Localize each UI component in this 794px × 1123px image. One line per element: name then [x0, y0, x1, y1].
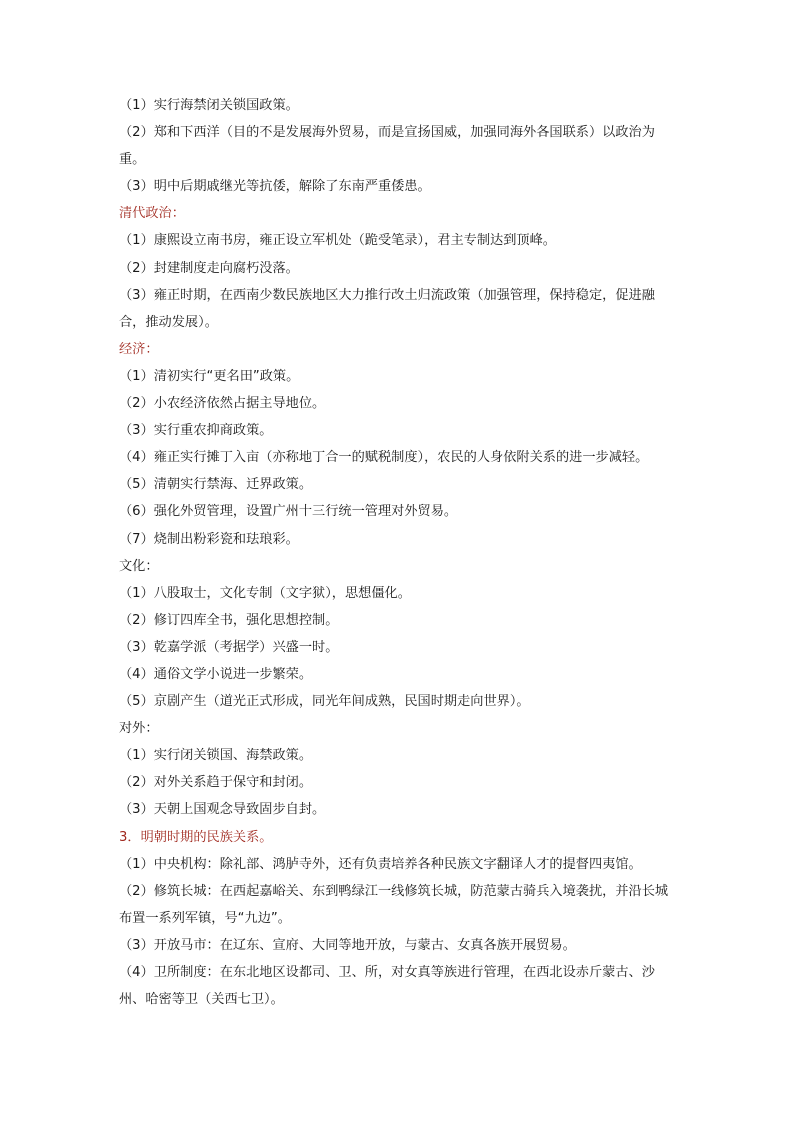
ethnic-item-4: （4）卫所制度：在东北地区设都司、卫、所，对女真等族进行管理，在西北设赤斤蒙古、沙州、哈密等卫（关西七卫）。 — [119, 965, 655, 1008]
ming-item-1: （1）实行海禁闭关锁国政策。 — [119, 98, 299, 113]
ethnic-item-3: （3）开放马市：在辽东、宣府、大同等地开放，与蒙古、女真各族开展贸易。 — [119, 937, 576, 953]
culture-item-4: （4）通俗文学小说进一步繁荣。 — [119, 666, 313, 682]
economy-item-6: （6）强化外贸管理，设置广州十三行统一管理对外贸易。 — [119, 504, 458, 520]
qing-politics-item-1: （1）康熙设立南书房，雍正设立军机处（跪受笔录），君主专制达到顶峰。 — [119, 233, 556, 249]
economy-heading: 经济： — [119, 341, 159, 357]
culture-item-1: （1）八股取士，文化专制（文字狱），思想僵化。 — [119, 585, 411, 601]
economy-item-5: （5）清朝实行禁海、迁界政策。 — [119, 477, 313, 493]
ming-item-3: （3）明中后期戚继光等抗倭，解除了东南严重倭患。 — [119, 179, 431, 195]
economy-item-3: （3）实行重农抑商政策。 — [119, 423, 273, 439]
culture-heading: 文化： — [119, 558, 159, 574]
culture-item-3: （3）乾嘉学派（考据学）兴盛一时。 — [119, 639, 339, 655]
document-page — [119, 92, 679, 1013]
ming-item-2: （2）郑和下西洋（目的不是发展海外贸易，而是宣扬国威，加强同海外各国联系）以政治为重。 — [119, 125, 655, 168]
economy-item-4: （4）雍正实行摊丁入亩（亦称地丁合一的赋税制度），农民的人身依附关系的进一步减轻。 — [119, 450, 649, 466]
ethnic-relations-heading: 3．明朝时期的民族关系。 — [119, 829, 273, 845]
foreign-item-1: （1）实行闭关锁国、海禁政策。 — [119, 748, 313, 764]
ethnic-item-1: （1）中央机构：除礼部、鸿胪寺外，还有负责培养各种民族文字翻译人才的提督四夷馆。 — [119, 856, 642, 872]
foreign-item-2: （2）对外关系趋于保守和封闭。 — [119, 775, 313, 791]
foreign-heading: 对外： — [119, 721, 159, 737]
economy-item-7: （7）烧制出粉彩瓷和珐琅彩。 — [119, 531, 299, 547]
qing-politics-item-2: （2）封建制度走向腐朽没落。 — [119, 260, 299, 276]
foreign-item-3: （3）天朝上国观念导致固步自封。 — [119, 802, 326, 818]
economy-item-1: （1）清初实行“更名田”政策。 — [119, 368, 300, 384]
culture-item-2: （2）修订四库全书，强化思想控制。 — [119, 612, 339, 628]
culture-item-5: （5）京剧产生（道光正式形成，同光年间成熟，民国时期走向世界）。 — [119, 694, 530, 710]
economy-item-2: （2）小农经济依然占据主导地位。 — [119, 396, 326, 412]
qing-politics-item-3: （3）雍正时期，在西南少数民族地区大力推行改土归流政策（加强管理，保持稳定，促进融合，推动发展）。 — [119, 287, 655, 330]
ethnic-item-2: （2）修筑长城：在西起嘉峪关、东到鸭绿江一线修筑长城，防范蒙古骑兵入境袭扰，并沿长城布置一系列军镇，号“九边”。 — [119, 883, 669, 926]
qing-politics-heading: 清代政治： — [119, 206, 185, 222]
